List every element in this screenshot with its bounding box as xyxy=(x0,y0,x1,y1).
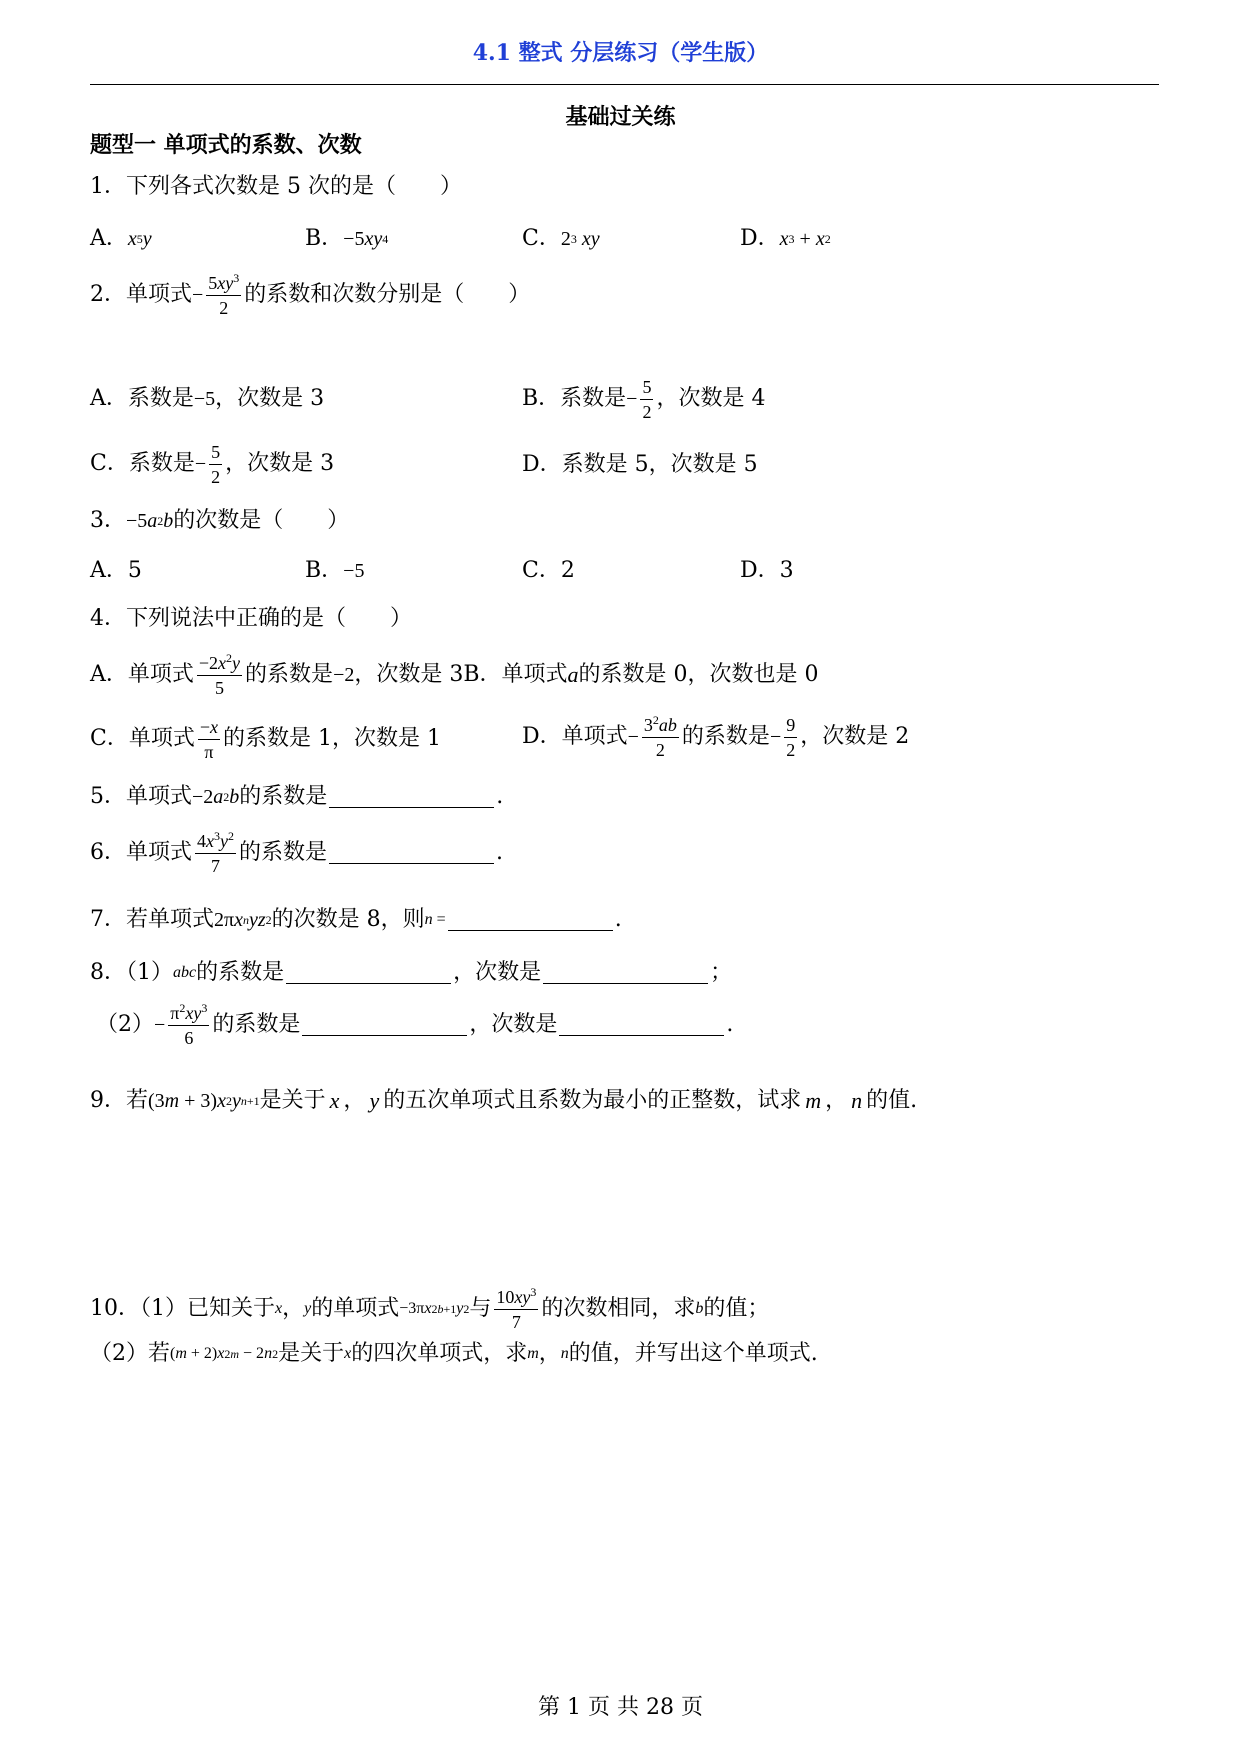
header-divider xyxy=(90,84,1159,85)
q3-expr: −5 a 2 b xyxy=(126,510,174,532)
q1-option-b: B． −5 xy 4 xyxy=(305,226,389,251)
q5-answer-blank[interactable] xyxy=(329,787,494,808)
q1-option-a-expr: x 5 y xyxy=(127,228,152,250)
q4-option-c: C．单项式 $\frac{-x}{\pi}$ 的系数是 1，次数是 1 xyxy=(90,717,441,762)
q1-option-c: C． 2 3 xy xyxy=(522,226,600,251)
q2-option-c: C．系数是 − $\frac{5}{2}$ ，次数是 3 xyxy=(90,442,335,487)
question-2-stem: 2．单项式 − $\frac{5xy^3}{2}$ 的系数和次数分别是（ ） xyxy=(90,271,531,318)
q8-2-degree-blank[interactable] xyxy=(559,1015,724,1036)
question-10-part-1: 10．（1）已知关于 x ， y 的单项式 −3π x 2b+1 y 2 与 $\frac{10xy^3}{7}$ 的次数相同，求 b 的值； xyxy=(90,1285,770,1332)
q1-option-d-expr: x 3 + x 2 xyxy=(779,228,831,250)
q7-answer-blank[interactable] xyxy=(448,910,613,931)
question-8-part-2: （2） − $\frac{\pi^2xy^3}{6}$ 的系数是 ，次数是 . xyxy=(96,1001,734,1048)
question-5: 5．单项式 −2 a 2 b 的系数是 . xyxy=(90,784,504,809)
q8-1-degree-blank[interactable] xyxy=(543,963,708,984)
section-title: 基础过关练 xyxy=(565,104,676,130)
q2-fraction: $\frac{5xy^3}{2}$ xyxy=(208,271,240,318)
q1-option-c-expr: 2 3 xy xyxy=(560,228,600,250)
q3-option-c: C．2 xyxy=(522,558,575,583)
q3-option-a: A．5 xyxy=(90,558,142,583)
q2-option-b: B．系数是 − $\frac{5}{2}$ ，次数是 4 xyxy=(522,377,766,422)
q1-option-d: D． x 3 + x 2 xyxy=(740,226,831,251)
q8-2-coefficient-blank[interactable] xyxy=(302,1015,467,1036)
question-1-stem: 1．下列各式次数是 5 次的是（ ） xyxy=(90,174,462,199)
q8-1-coefficient-blank[interactable] xyxy=(286,963,451,984)
question-6: 6．单项式 $\frac{4x^3y^2}{7}$ 的系数是 . xyxy=(90,829,504,876)
question-type-title: 题型一 单项式的系数、次数 xyxy=(90,132,362,158)
q2-option-d: D．系数是 5，次数是 5 xyxy=(522,452,758,477)
q4-options-ab: A．单项式 $\frac{-2x^2y}{5}$ 的系数是 −2 ，次数是 3B．单项式 a 的系数是 0，次数也是 0 xyxy=(90,651,819,698)
q3-option-b: B． −5 xyxy=(305,558,365,583)
q2-option-a-text: A．系数是 −5 ，次数是 3 xyxy=(90,386,325,411)
question-4-stem: 4．下列说法中正确的是（ ） xyxy=(90,606,412,631)
question-9: 9．若 (3 m + 3) x 2 y n+1 是关于 x ， y 的五次单项式且系数为最小的正整数，试求 m ， n 的值. xyxy=(90,1088,918,1113)
q1-option-b-expr: −5 xy 4 xyxy=(343,228,389,250)
question-8-part-1: 8．（1） abc 的系数是 ，次数是 ； xyxy=(90,960,733,985)
q6-answer-blank[interactable] xyxy=(329,843,494,864)
page-footer: 第 1 页 共 28 页 xyxy=(538,1695,703,1720)
q3-option-d: D．3 xyxy=(740,558,794,583)
question-3-stem: 3． −5 a 2 b 的次数是（ ） xyxy=(90,508,350,533)
q4-option-d: D．单项式 − $\frac{3^2ab}{2}$ 的系数是 − $\frac{9}{2}$ ，次数是 2 xyxy=(522,713,910,760)
question-10-part-2: （2）若 ( m + 2) x 2m − 2 n 2 是关于 x 的四次单项式，求 m ， n 的值，并写出这个单项式. xyxy=(90,1341,818,1366)
question-7: 7．若单项式 2π x n yz 2 的次数是 8，则 n = . xyxy=(90,907,622,932)
q1-option-a: A． x 5 y xyxy=(90,226,152,251)
header-title: 4.1 整式 分层练习（学生版） xyxy=(472,40,769,66)
